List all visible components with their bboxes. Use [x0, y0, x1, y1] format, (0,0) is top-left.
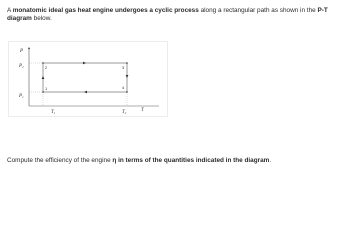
point-1-label: 1 — [45, 86, 48, 91]
point-1-dot — [42, 91, 44, 93]
question-end: below. — [31, 15, 52, 23]
point-3-dot — [126, 62, 128, 64]
point-3-label: 3 — [122, 65, 125, 70]
question-intro: A — [7, 7, 13, 14]
x-tick-t2: $T_2$ — [122, 110, 127, 116]
question-bold-diagram: P-T diagram — [7, 7, 328, 23]
question-mid: along a rectangular path as shown in the — [198, 7, 318, 14]
point-4-label: 4 — [122, 85, 125, 90]
pt-diagram — [8, 41, 168, 117]
arrow-down-right — [126, 75, 129, 78]
compute-bold: η in terms of the quantities indicated in the diagram — [112, 157, 270, 164]
x-tick-t1: $T_1$ — [51, 110, 56, 116]
arrow-up-left — [42, 76, 45, 79]
x-axis-label: T — [141, 108, 144, 113]
compute-prompt — [7, 157, 271, 165]
point-4-dot — [126, 91, 128, 93]
compute-end: . — [269, 157, 272, 164]
arrow-left-bottom — [84, 91, 87, 94]
question-text — [7, 7, 343, 23]
y-tick-p2: $P_2$ — [19, 64, 24, 70]
y-tick-p1: $P_1$ — [19, 94, 24, 100]
pt-diagram-svg — [9, 42, 167, 116]
point-2-label: 2 — [45, 65, 48, 70]
cycle-rectangle — [43, 63, 127, 92]
compute-text: Compute the efficiency of the engine — [7, 157, 113, 164]
point-2-dot — [42, 62, 44, 64]
question-bold-process: monatomic ideal gas heat engine undergoes a cyclic process — [12, 7, 199, 14]
arrow-right-top — [83, 62, 86, 65]
y-axis-label: P — [20, 49, 24, 54]
